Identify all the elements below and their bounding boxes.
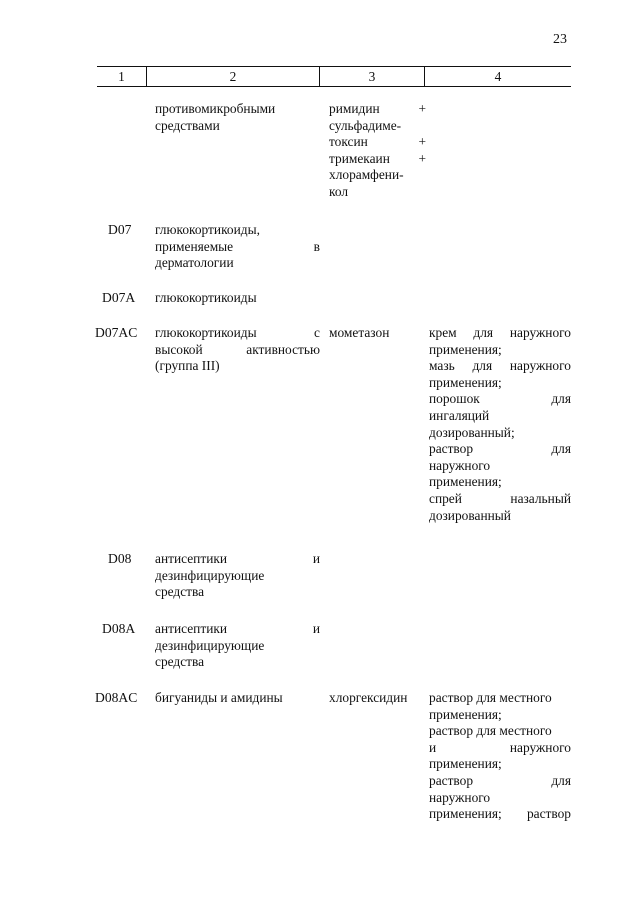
atc-code-d07ac: D07AC	[95, 325, 138, 340]
header-col-4: 4	[494, 69, 502, 84]
header-col-1: 1	[118, 69, 125, 84]
dosage-forms-d07ac	[429, 325, 571, 524]
text-word: и	[312, 551, 320, 566]
text-word: антисептики	[155, 621, 228, 636]
text-word: для	[551, 391, 571, 407]
text-word: для	[551, 772, 571, 788]
text-word: с	[314, 325, 320, 340]
form-line	[429, 740, 571, 757]
text-word: крем	[429, 325, 457, 340]
drug-text: токсин	[329, 134, 368, 150]
drug-mometasone: мометазон	[329, 325, 390, 340]
text-word: наружного	[509, 325, 571, 340]
text-word: мазь	[429, 358, 455, 374]
drug-line	[329, 134, 426, 151]
text-line: дезинфицирующие	[155, 637, 265, 653]
drug-text: хлорамфени-	[329, 167, 404, 183]
atc-name-d08	[155, 551, 320, 601]
atc-name-d08ac: бигуаниды и амидины	[155, 690, 283, 705]
form-line: наружного	[429, 789, 491, 805]
text-word: назальный	[510, 490, 571, 506]
text-word: и	[429, 739, 437, 755]
form-line: ингаляций	[429, 407, 490, 423]
form-line: применения;	[429, 374, 502, 390]
text-word: высокой	[155, 341, 203, 357]
form-line: раствор для местного	[429, 723, 552, 739]
form-line	[429, 441, 571, 458]
text-word: в	[313, 238, 320, 254]
form-line: применения;	[429, 756, 502, 772]
form-line	[429, 325, 571, 342]
text-line	[155, 325, 320, 342]
dosage-forms-d08ac	[429, 690, 571, 823]
form-line	[429, 358, 571, 375]
drug-chlorhexidine: хлоргексидин	[329, 690, 408, 705]
text-line: средства	[155, 654, 205, 670]
text-line	[155, 342, 320, 359]
form-line: применения;	[429, 341, 502, 357]
plus-sign: +	[418, 134, 426, 150]
table-header	[97, 66, 571, 87]
drug-text: тримекаин	[329, 150, 390, 166]
atc-code-d07a: D07A	[102, 290, 136, 305]
atc-code-d07: D07	[108, 222, 132, 237]
atc-name-d07	[155, 222, 320, 272]
text-line: глюкокортикоиды,	[155, 222, 260, 237]
plus-sign: +	[418, 101, 426, 116]
drug-text: римидин	[329, 101, 380, 116]
text-word: применения;	[429, 806, 502, 822]
text-word: для	[473, 325, 494, 340]
plus-sign: +	[418, 150, 426, 166]
cont-row-name	[155, 101, 320, 134]
drug-line	[329, 101, 426, 118]
page-number: 23	[553, 32, 567, 47]
form-line	[429, 773, 571, 790]
atc-code-d08ac: D08AC	[95, 690, 138, 705]
text-line: противомикробными	[155, 101, 276, 116]
text-word: глюкокортикоиды	[155, 325, 257, 340]
text-word: для	[472, 358, 493, 374]
drug-line	[329, 184, 426, 201]
header-col-2: 2	[229, 69, 237, 84]
text-word: раствор	[526, 806, 571, 822]
text-word: раствор	[429, 441, 474, 457]
text-line: (группа III)	[155, 358, 220, 374]
text-word: для	[551, 441, 571, 457]
drug-line	[329, 118, 426, 135]
text-line: дерматологии	[155, 255, 234, 271]
form-line: раствор для местного	[429, 690, 552, 705]
text-word: спрей	[429, 490, 462, 506]
text-line: средствами	[155, 117, 220, 133]
form-line: дозированный	[429, 507, 511, 523]
text-line	[155, 621, 320, 638]
text-word: применяемые	[155, 238, 234, 254]
form-line: применения;	[429, 706, 502, 722]
header-col-3: 3	[368, 69, 376, 84]
atc-name-d08a	[155, 621, 320, 671]
form-line: наружного	[429, 457, 491, 473]
text-word: порошок	[429, 391, 480, 407]
atc-name-d07ac	[155, 325, 320, 375]
text-word: активностью	[246, 341, 320, 357]
form-line	[429, 491, 571, 508]
text-word: наружного	[509, 739, 571, 755]
drug-line	[329, 151, 426, 168]
atc-code-d08: D08	[108, 551, 132, 566]
cont-row-drugs	[329, 101, 426, 201]
atc-name-d07a: глюкокортикоиды	[155, 290, 257, 305]
text-word: наружного	[509, 358, 571, 374]
text-word: и	[312, 621, 320, 636]
drug-text: сульфадиме-	[329, 117, 402, 133]
form-line: дозированный;	[429, 424, 515, 440]
text-line	[155, 551, 320, 568]
drug-line	[329, 167, 426, 184]
text-line	[155, 239, 320, 256]
text-word: раствор	[429, 772, 474, 788]
atc-code-d08a: D08A	[102, 621, 136, 636]
text-line: дезинфицирующие	[155, 567, 265, 583]
drug-text: кол	[329, 183, 349, 199]
text-line: средства	[155, 584, 205, 600]
text-word: антисептики	[155, 551, 228, 566]
form-line: применения;	[429, 474, 502, 490]
form-line	[429, 806, 571, 823]
form-line	[429, 391, 571, 408]
